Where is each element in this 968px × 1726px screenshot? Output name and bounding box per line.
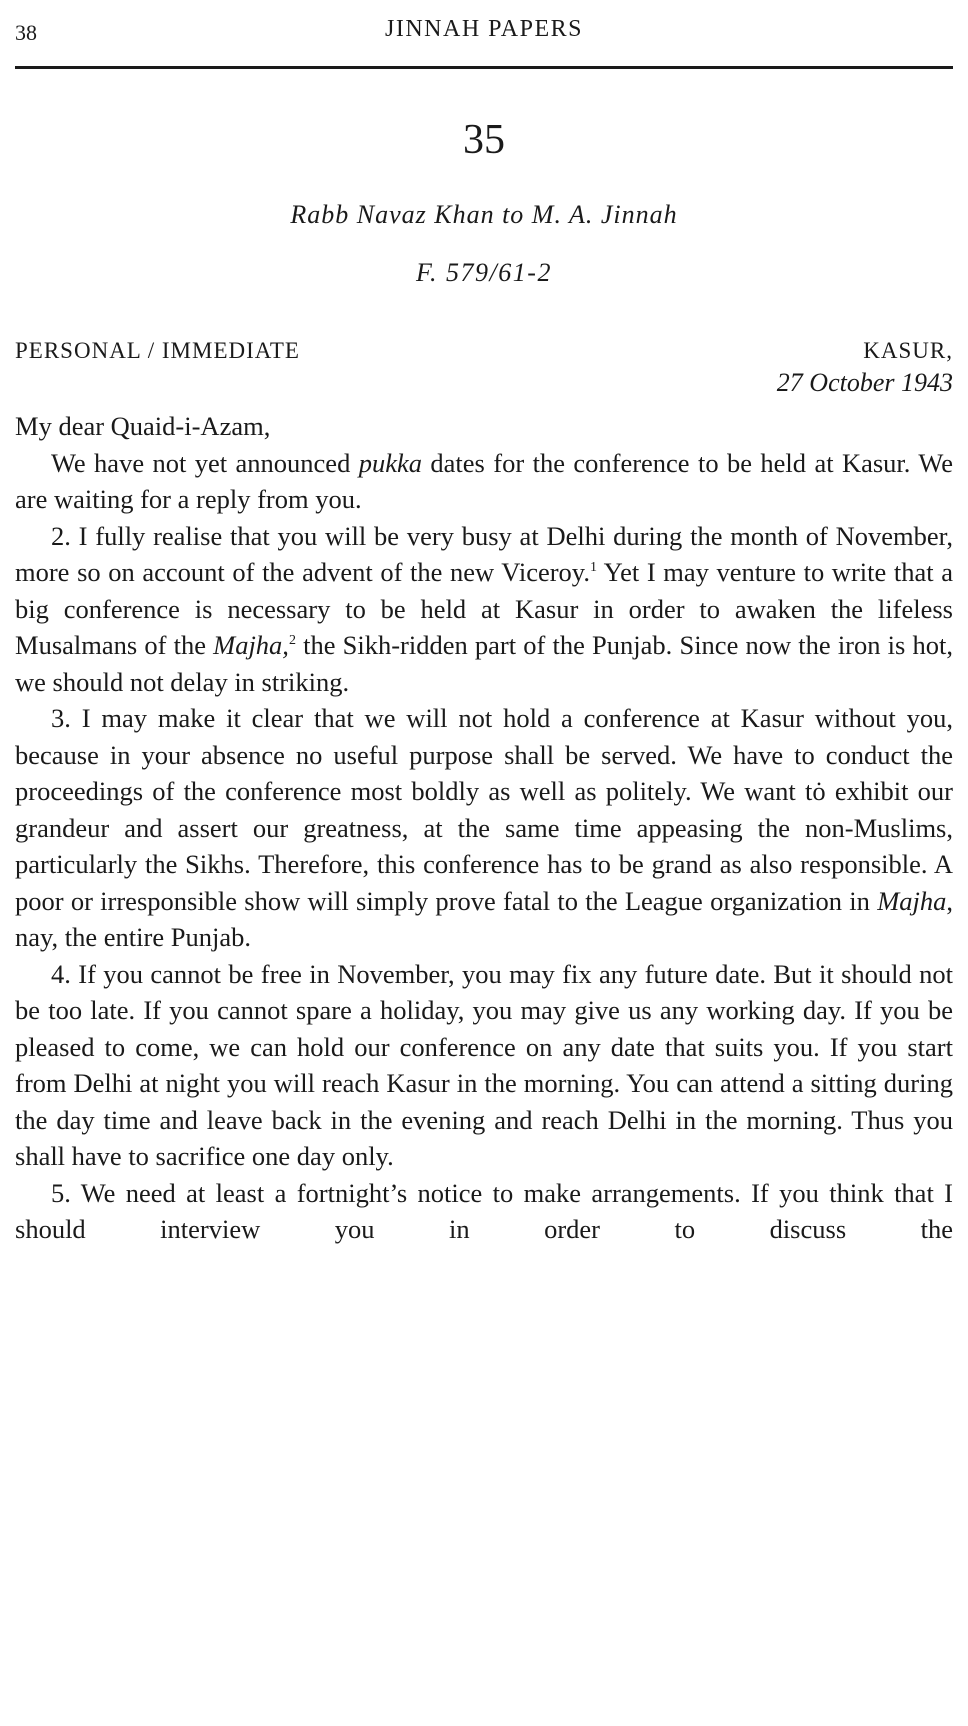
classification-label: PERSONAL / IMMEDIATE bbox=[15, 338, 300, 363]
page-number: 38 bbox=[15, 20, 37, 45]
letter-body bbox=[15, 408, 953, 1248]
document-number: 35 bbox=[463, 117, 505, 163]
paragraph-2-text-a: 2. I fully realise that you will be very busy at Delhi during the month of November, more so on account of the advent of the new Viceroy. bbox=[15, 520, 953, 587]
file-reference: F. 579/61-2 bbox=[416, 258, 552, 287]
paragraph-1-text-a: We have not yet announced bbox=[51, 447, 359, 478]
header-rule bbox=[15, 66, 953, 69]
salutation: My dear Quaid-i-Azam, bbox=[15, 411, 271, 441]
letter-date: 27 October 1943 bbox=[776, 368, 953, 397]
footnote-marker-2: 2 bbox=[288, 633, 296, 649]
paragraph-1 bbox=[15, 445, 953, 518]
paragraph-3-text-b: , nay, the entire Punjab. bbox=[15, 885, 953, 952]
paragraph-1-italic: pukka bbox=[358, 447, 423, 478]
running-title: JINNAH PAPERS bbox=[385, 16, 583, 42]
paragraph-5: 5. We need at least a fortnight’s notice to make arrangements. If you think that I should interview you in order to discuss the bbox=[15, 1177, 953, 1244]
paragraph-2 bbox=[15, 518, 953, 701]
paragraph-3-italic: Majha bbox=[877, 885, 947, 916]
paragraph-2-text-b: Yet I may venture to write that a big conference is necessary to be held at Kasur in order to awaken the lifeless Musalmans of the bbox=[15, 557, 953, 660]
paragraph-2-italic: Majha, bbox=[213, 630, 289, 660]
paragraph-3 bbox=[15, 700, 953, 956]
footnote-marker-1: 1 bbox=[589, 560, 597, 576]
paragraph-1-text-b: dates for the conference to be held at Kasur. We are waiting for a reply from you. bbox=[15, 447, 953, 514]
paragraph-3-text-a: 3. I may make it clear that we will not hold a conference at Kasur without you, because in your absence no useful purpose shall be served. We have to conduct the proceedings of the conference most boldly as well as politely. We want tȯ exhibit our grandeur and assert our greatness, at the same time appeasing the non-Muslims, particularly the Sikhs. Therefore, this conference has to be grand as also responsible. A poor or irresponsible show will simply prove fatal to the League organization in bbox=[15, 703, 953, 916]
paragraph-4: 4. If you cannot be free in November, you may fix any future date. But it should not be too late. If you cannot spare a holiday, you may give us any working day. If you be pleased to come, we can hold our conference on any date that suits you. If you start from Delhi at night you will reach Kasur in the morning. You can attend a sitting during the day time and leave back in the evening and reach Delhi in the morning. Thus you shall have to sacrifice one day only. bbox=[15, 958, 953, 1171]
paragraph-2-text-c: the Sikh-ridden part of the Punjab. Since now the iron is hot, we should not delay in striking. bbox=[15, 630, 953, 697]
place-line: KASUR, bbox=[863, 338, 953, 363]
document-heading: Rabb Navaz Khan to M. A. Jinnah bbox=[290, 200, 678, 229]
running-head bbox=[15, 14, 953, 48]
